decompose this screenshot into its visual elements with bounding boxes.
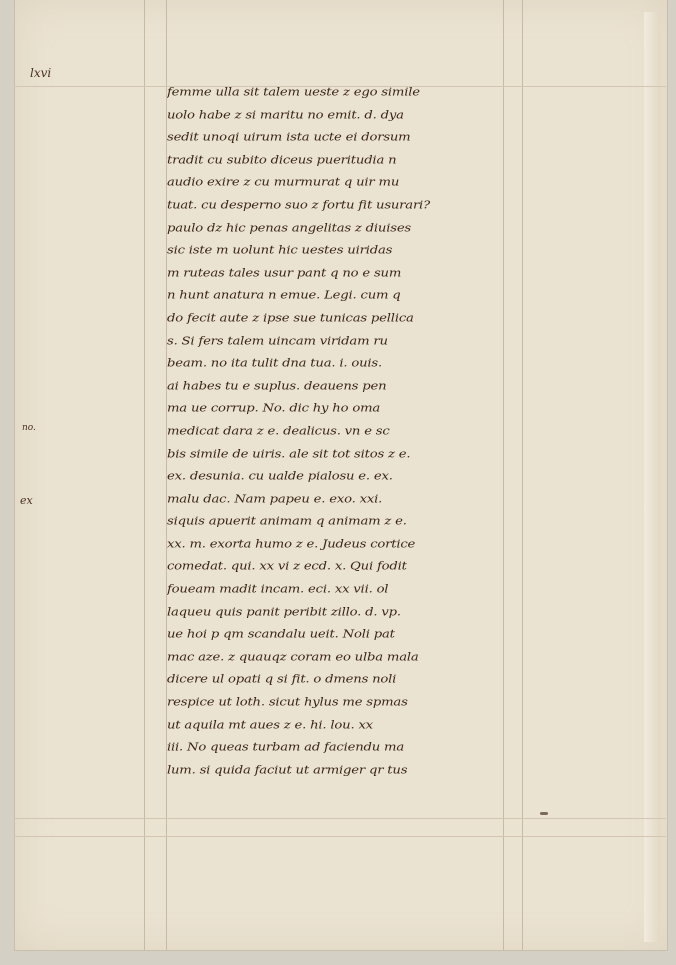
text-line: laqueu quis panit peribit zillo. d. vp. [167,605,401,619]
text-line: ue hoi p qm scandalu ueit. Noli pat [167,628,395,642]
text-line: tradit cu subito diceus pueritudia n [167,153,397,167]
text-line: lum. si quida faciut ut armiger qr tus [167,763,408,777]
margin-note: no. [22,423,36,433]
ruling-line-right-outer [522,0,523,950]
text-line: audio exire z cu murmurat q uir mu [167,176,400,190]
folio-number: lxvi [30,66,52,80]
text-line: respice ut loth. sicut hylus me spmas [167,696,408,710]
ruling-line-bottom-2 [14,836,666,837]
text-line: bis simile de uiris. ale sit tot sitos z e. [167,447,411,461]
text-line: beam. no ita tulit dna tua. i. ouis. [167,357,382,371]
ruling-line-left-outer [144,0,145,950]
text-line: ex. desunia. cu ualde pialosu e. ex. [167,470,393,484]
text-line: ut aquila mt aues z e. hi. lou. xx [167,718,373,732]
text-line: medicat dara z e. dealicus. vn e sc [167,425,390,438]
text-line: do fecit aute z ipse sue tunicas pellica [167,312,414,325]
text-line: dicere ul opati q si fit. o dmens noli [167,673,397,687]
text-line: m ruteas tales usur pant q no e sum [167,266,402,280]
text-line: tuat. cu desperno suo z fortu fit usurari? [167,199,430,213]
text-line: mac aze. z quauqz coram eo ulba mala [167,651,419,664]
text-line: sedit unoqi uirum ista ucte ei dorsum [167,131,411,145]
text-line: sic iste m uolunt hic uestes uiridas [167,244,393,258]
text-line: iii. No queas turbam ad faciendu ma [167,741,405,755]
text-line: ma ue corrup. No. dic hy ho oma [167,402,381,416]
text-line: n hunt anatura n emue. Legi. cum q [167,289,401,303]
page-edge-shading [644,12,660,942]
text-column [167,82,519,782]
text-line: uolo habe z si maritu no emit. d. dya [167,108,404,122]
margin-note: ex [20,494,33,507]
text-line: s. Si fers talem uincam viridam ru [167,334,388,348]
ruling-line-bottom-1 [14,818,666,819]
text-line: paulo dz hic penas angelitas z diuises [167,221,411,235]
text-line: femme ulla sit talem ueste z ego simile [167,86,420,100]
text-line: xx. m. exorta humo z e. Judeus cortice [167,538,416,551]
text-line: malu dac. Nam papeu e. exo. xxi. [167,492,383,506]
text-line: foueam madit incam. eci. xx vii. ol [167,583,389,597]
text-line: siquis apuerit animam q animam z e. [167,515,407,529]
ink-mark [540,812,548,815]
text-line: comedat. qui. xx vi z ecd. x. Qui fodit [167,560,407,574]
text-line: ai habes tu e suplus. deauens pen [167,379,387,393]
